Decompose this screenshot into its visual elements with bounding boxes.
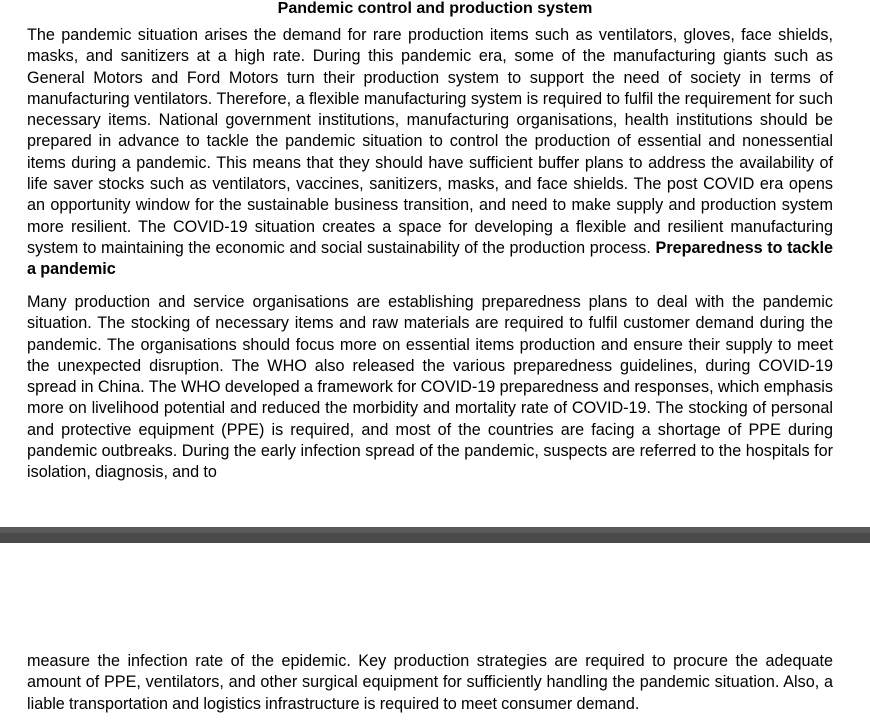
section-heading: Pandemic control and production system	[277, 0, 593, 17]
paragraph-pandemic-control	[27, 25, 833, 281]
paragraph-preparedness: Many production and service organisations are establishing preparedness plans to deal with the pandemic situation. The stocking of necessary items and raw materials are required to fulfil customer demand during the pandemic. The organisations should focus more on essential items production and ensure their supply to meet the unexpected disruption. The WHO also released the various preparedness guidelines, during COVID-19 spread in China. The WHO developed a framework for COVID-19 preparedness and responses, which emphasis more on livelihood potential and reduced the morbidity and mortality rate of COVID-19. The stocking of personal and protective equipment (PPE) is required, and most of the countries are facing a shortage of PPE during pandemic outbreaks. During the early infection spread of the pandemic, suspects are referred to the hospitals for isolation, diagnosis, and to	[27, 293, 833, 482]
page-lower	[0, 543, 870, 721]
subsection-heading: Preparedness to tackle a pandemic	[27, 238, 834, 279]
paragraph-continuation: measure the infection rate of the epidemic. Key production strategies are required to procure the adequate amount of PPE, ventilators, and other surgical equipment for sufficiently handling the pandemic situation. Also, a liable transportation and logistics infrastructure is required to meet consumer demand.	[27, 652, 833, 713]
page-separator	[0, 527, 870, 543]
paragraph-text: The pandemic situation arises the demand for rare production items such as ventilators, gloves, face shields, masks, and sanitizers at a high rate. During this pandemic era, some of the manufacturing giants such as General Motors and Ford Motors turn their production system to support the need of society in terms of manufacturing ventilators. Therefore, a flexible manufacturing system is required to fulfil the requirement for such necessary items. National government institutions, manufacturing organisations, health institutions should be prepared in advance to tackle the pandemic situation to control the production of essential and nonessential items during a pandemic. This means that they should have sufficient buffer plans to address the availability of life saver stocks such as ventilators, vaccines, sanitizers, masks, and face shields. The post COVID era opens an opportunity window for the sustainable business transition, and need to make supply and production system more resilient. The COVID-19 situation creates a space for developing a flexible and resilient manufacturing system to maintaining the economic and social sustainability of the production process.	[27, 26, 833, 257]
page-separator-band	[0, 527, 870, 533]
